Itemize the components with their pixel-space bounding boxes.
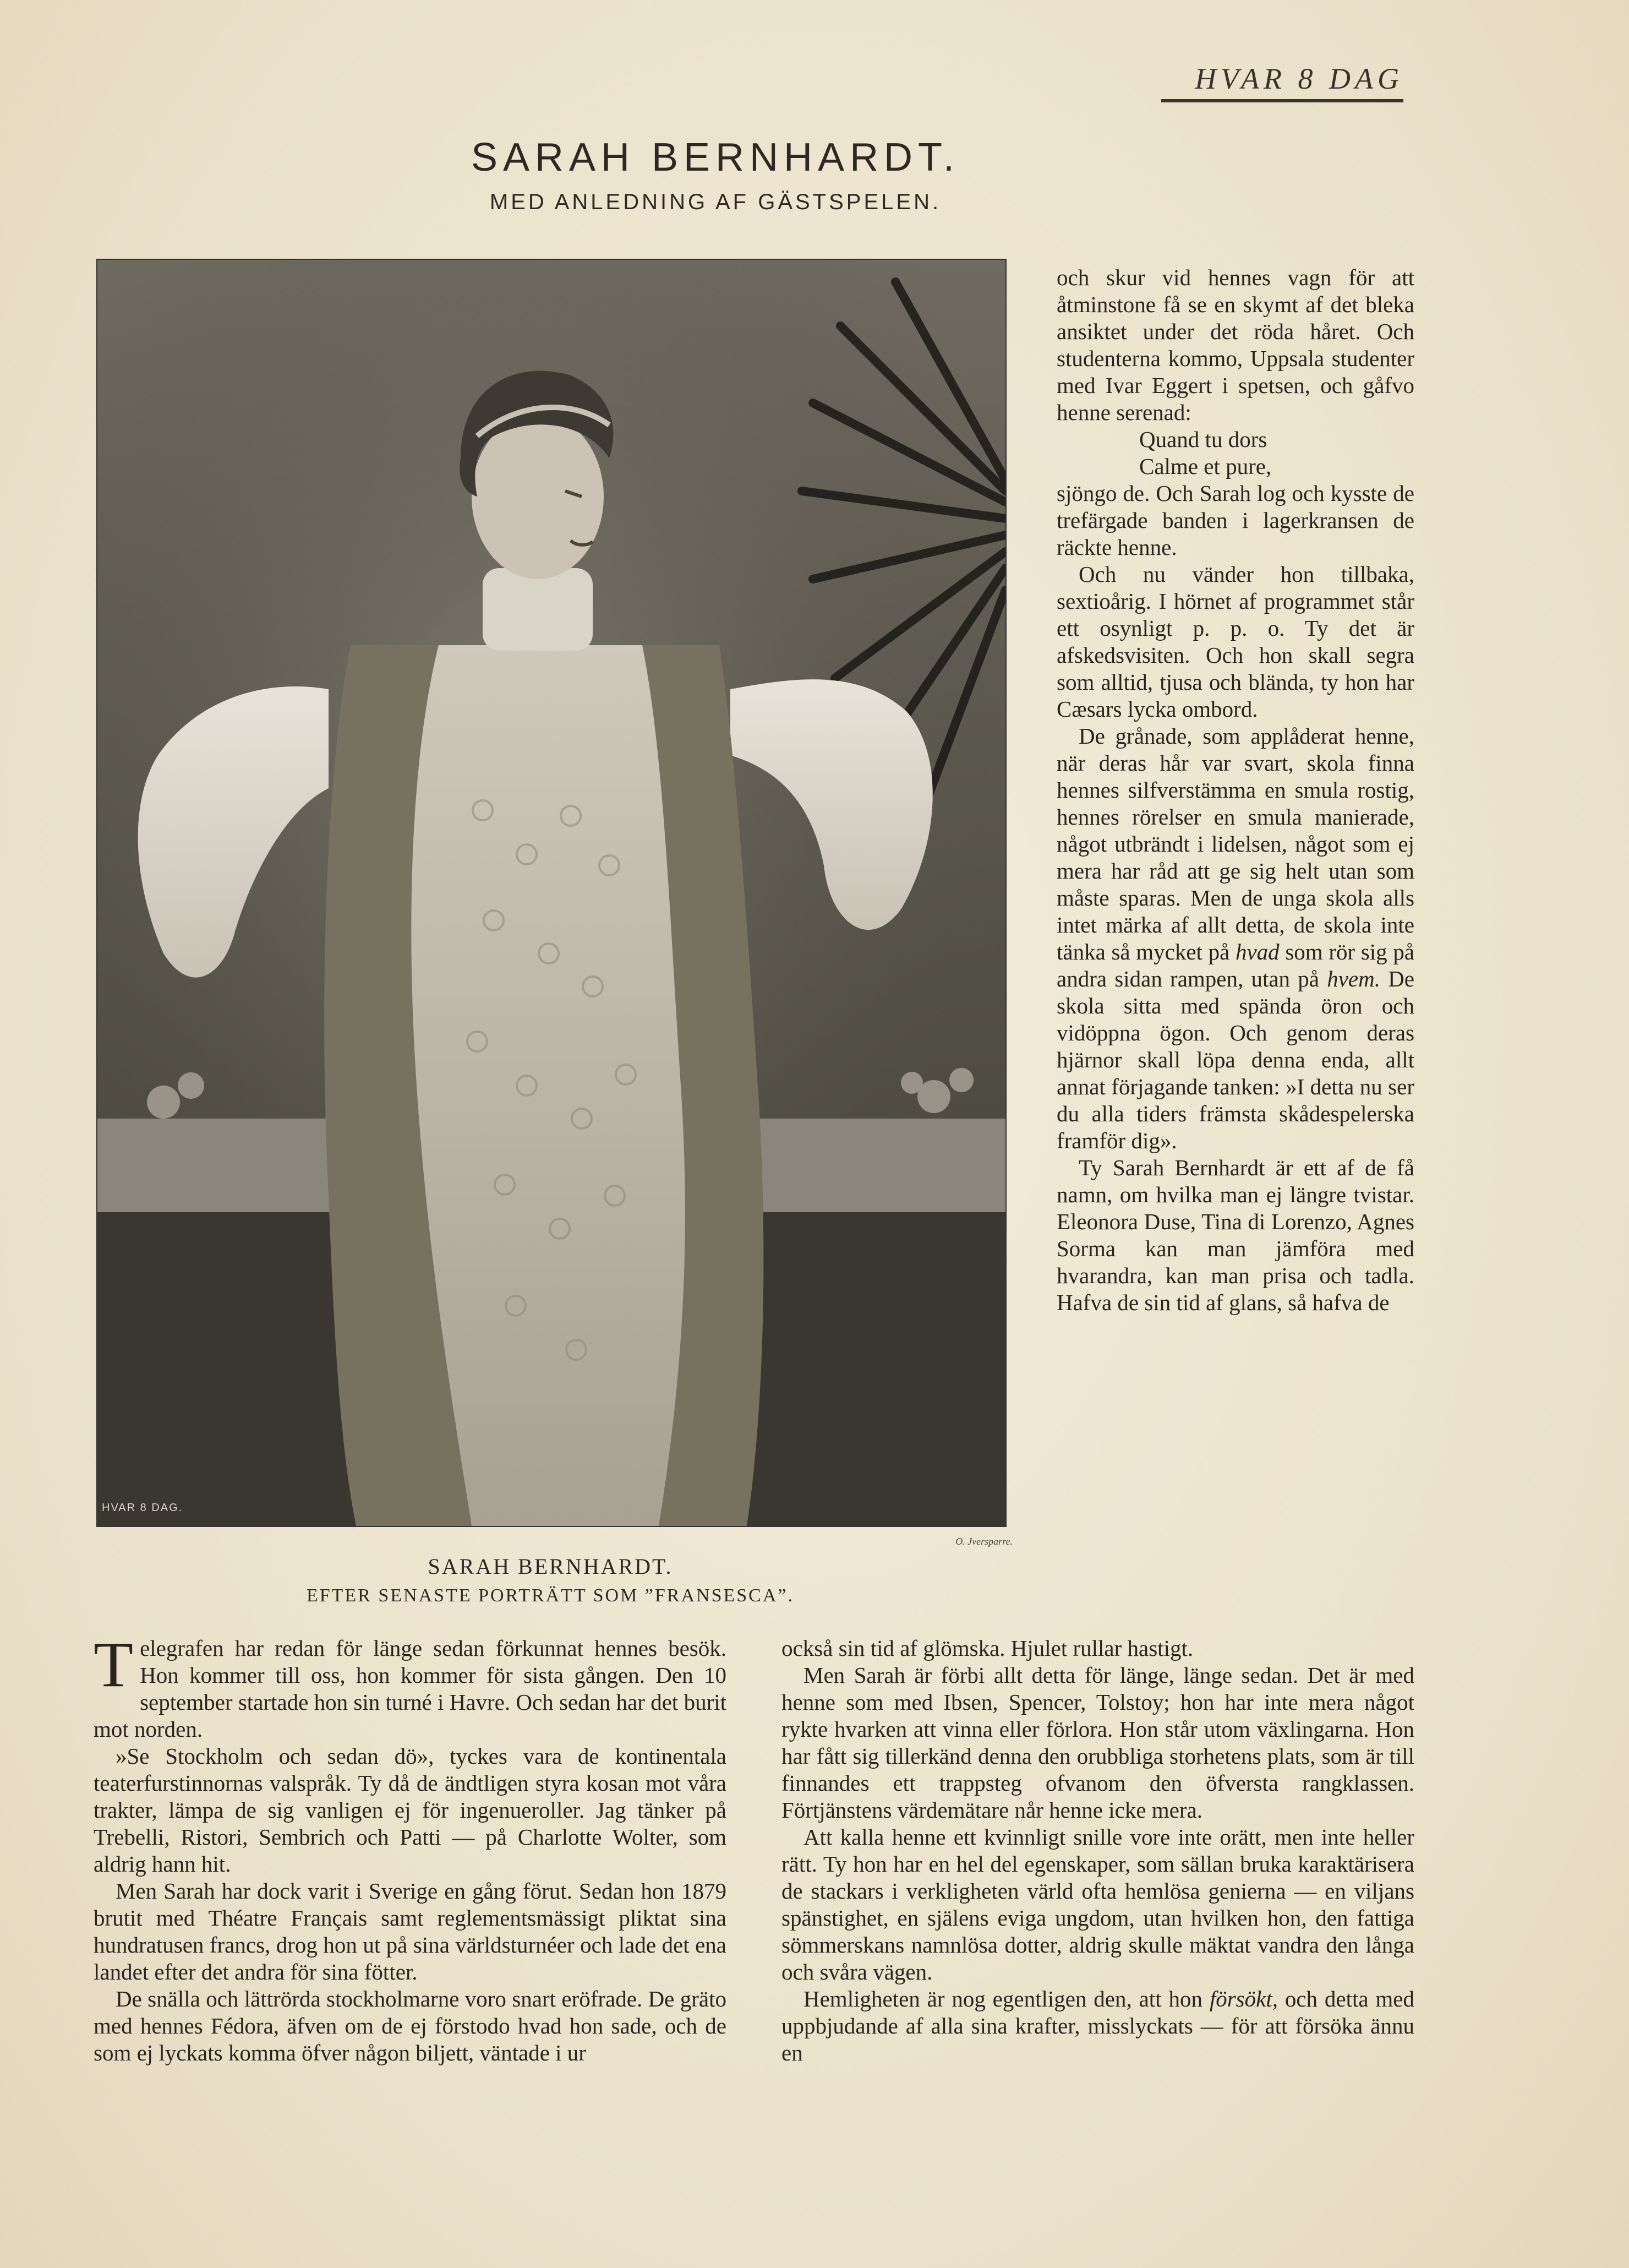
paragraph: Ty Sarah Bernhardt är ett af de få namn, om hvilka man ej längre tvistar. Eleonora Duse, Tina di Lorenzo, Agnes Sorma kan man jämföra med hvarandra, kan man prisa och tadla. Hafva de sin tid af glans, så hafva de (1057, 1155, 1414, 1315)
paragraph: »Se Stockholm och sedan dö», tyckes vara de kontinentala teaterfurstinnornas valspråk. Ty då de ändtligen styra kosan mot våra trakter, lämpa de sig vanligen ej för ingenueroller. Jag tänker på Trebelli, Ristori, Sembrich och Patti — på Charlotte Wolter, som aldrig hann hit. (94, 1743, 726, 1877)
article-title: SARAH BERNHARDT. (471, 135, 960, 179)
left-column-text (94, 1628, 726, 2067)
photo-caption-title: SARAH BERNHARDT. (428, 1554, 673, 1579)
wide-column-text (781, 1635, 1414, 2067)
drop-cap: T (94, 1628, 134, 1700)
paragraph: Men Sarah är förbi allt detta för länge, länge sedan. Det är med henne som med Ibsen, Spencer, Tolstoy; hon har inte mera något rykte hvarken att vinna eller förlora. Hon står utom växlingarna. Hon har fått sig tillerkänd denna den orubbliga storhetens plats, som är till finnandes ett trappsteg ofvanom den öfversta rangklassen. Förtjänstens värdemätare når henne icke mera. (781, 1662, 1414, 1823)
poem-line: Calme et pure, (1139, 454, 1272, 479)
paragraph (1057, 723, 1414, 1154)
emphasis: hvem. (1327, 966, 1380, 991)
poem-line: Quand tu dors (1139, 427, 1267, 452)
photo-caption-subtitle: EFTER SENASTE PORTRÄTT SOM ”FRANSESCA”. (306, 1585, 795, 1606)
paragraph: och skur vid hennes vagn för att åtminstone få se en skymt af det bleka ansiktet under det röda håret. Och studenterna kommo, Uppsala studenter med Ivar Eggert i spetsen, och gåfvo henne serenad: (1057, 265, 1414, 425)
emphasis: hvad (1235, 939, 1280, 964)
text-run: Hemligheten är nog egentligen den, att hon (803, 1986, 1202, 2011)
header-rule (1161, 99, 1403, 102)
portrait-photo (96, 259, 1007, 1527)
paragraph: Och nu vänder hon tillbaka, sextioårig. I hörnet af programmet står ett osynligt p. p. o. Ty det är afskedsvisiten. Och hon skall segra som alltid, tjusa och blända, ty hon har Cæsars lycka ombord. (1057, 561, 1414, 722)
photo-credit-right: O. Jversparre. (955, 1536, 1013, 1547)
text-run: elegrafen har redan för länge sedan förkunnat hennes besök. Hon kommer till oss, hon kommer för sista gången. Den 10 september startade hon sin turné i Havre. Och sedan har det burit mot norden. (94, 1635, 726, 1742)
photo-credit-left: HVAR 8 DAG. (102, 1502, 183, 1514)
paragraph: Men Sarah har dock varit i Sverige en gång förut. Sedan hon 1879 brutit med Théatre Français samt reglementsmässigt pliktat sina hundratusen francs, drog hon ut på sina världsturnéer och lade det ena landet efter det andra för sina fötter. (94, 1878, 726, 1984)
text-run: och detta med uppbjudande af alla sina krafter, misslyckats — för att försöka ännu en (781, 1986, 1415, 2065)
paragraph: De snälla och lättrörda stockholmarne voro snart eröfrade. De gräto med hennes Fédora, äfven om de ej förstodo hvad hon sade, och de som ej lyckats komma öfver någon biljett, väntade i ur (94, 1986, 726, 2065)
paragraph (94, 1628, 726, 1743)
text-run: De skola sitta med spända öron och vidöppna ögon. Och genom deras hjärnor skall löpa denna enda, allt annat förjagande tanken: »I detta nu ser du alla tiders främsta skådespelerska framför dig». (1057, 966, 1415, 1153)
emphasis: försökt, (1209, 1986, 1278, 2011)
magazine-name: HVAR 8 DAG (1195, 62, 1403, 95)
paragraph: Att kalla henne ett kvinnligt snille vore inte orätt, men inte heller rätt. Ty hon har en hel del egenskaper, som sällan bruka karaktärisera de stackars i verkligheten värld ofta hemlösa genierna — en viljans spänstighet, en själens eviga ungdom, utan hvilken hon, den fattiga sömmerskans namnlösa dotter, aldrig skulle mäktat vandra den långa och svåra vägen. (781, 1824, 1414, 1984)
text-run: De grånade, som applåderat henne, när deras hår var svart, skola finna hennes silfverstämma en smula rostig, hennes rörelser en smula manierade, något utbrändt i lidelsen, något som ej mera har råd att ge sig helt utan som måste sparas. Men de unga skola alls intet märka af allt detta, de skola inte tänka så mycket på (1057, 723, 1414, 964)
right-column-text (1057, 264, 1414, 1316)
paragraph: också sin tid af glömska. Hjulet rullar hastigt. (781, 1635, 1194, 1661)
text-run: som rör sig på andra sidan rampen, utan på (1057, 939, 1415, 991)
paragraph: sjöngo de. Och Sarah log och kysste de trefärgade banden i lagerkransen de räckte henne. (1057, 481, 1414, 560)
article-subtitle: MED ANLEDNING AF GÄSTSPELEN. (489, 190, 942, 214)
paragraph (781, 1986, 1414, 2067)
